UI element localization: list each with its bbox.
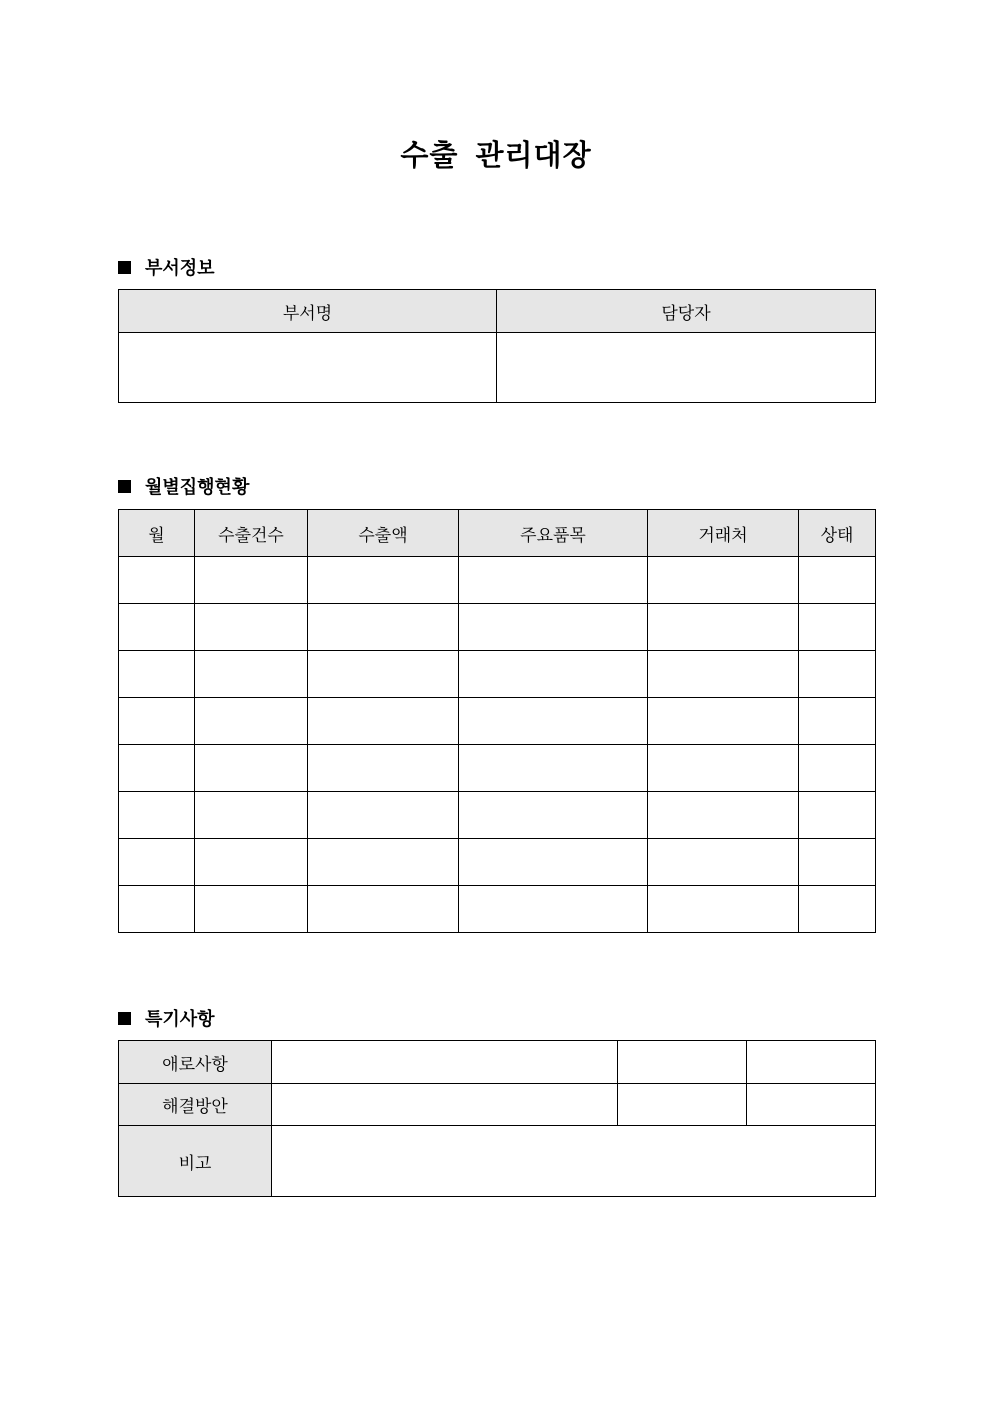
header-cell-month: 월 — [119, 510, 195, 557]
table-header-row — [119, 510, 876, 557]
client-cell[interactable] — [648, 604, 799, 651]
export-count-cell[interactable] — [195, 886, 308, 933]
table-row — [119, 557, 876, 604]
month-cell[interactable] — [119, 745, 195, 792]
section-title: 특기사항 — [145, 1009, 215, 1030]
month-cell[interactable] — [119, 651, 195, 698]
main-items-cell[interactable] — [459, 886, 648, 933]
table-row — [119, 604, 876, 651]
difficulties-label: 애로사항 — [119, 1041, 272, 1084]
table-row — [119, 651, 876, 698]
remarks-label: 비고 — [119, 1126, 272, 1197]
client-cell[interactable] — [648, 557, 799, 604]
status-cell[interactable] — [799, 745, 876, 792]
main-items-cell[interactable] — [459, 651, 648, 698]
export-count-cell[interactable] — [195, 839, 308, 886]
difficulties-field[interactable] — [272, 1041, 618, 1084]
export-amount-cell[interactable] — [308, 839, 459, 886]
solution-extra-field-1[interactable] — [618, 1084, 747, 1126]
section-heading-monthly — [118, 473, 249, 499]
export-count-cell[interactable] — [195, 698, 308, 745]
square-bullet-icon — [118, 1012, 131, 1025]
export-amount-cell[interactable] — [308, 557, 459, 604]
main-items-cell[interactable] — [459, 792, 648, 839]
month-cell[interactable] — [119, 604, 195, 651]
export-amount-cell[interactable] — [308, 698, 459, 745]
client-cell[interactable] — [648, 886, 799, 933]
section-heading-department — [118, 254, 215, 280]
status-cell[interactable] — [799, 557, 876, 604]
month-cell[interactable] — [119, 557, 195, 604]
export-amount-cell[interactable] — [308, 604, 459, 651]
table-row — [119, 1041, 876, 1084]
export-count-cell[interactable] — [195, 604, 308, 651]
table-row — [119, 1126, 876, 1197]
client-cell[interactable] — [648, 651, 799, 698]
status-cell[interactable] — [799, 839, 876, 886]
monthly-status-table — [118, 509, 876, 933]
month-cell[interactable] — [119, 698, 195, 745]
square-bullet-icon — [118, 261, 131, 274]
client-cell[interactable] — [648, 792, 799, 839]
main-items-cell[interactable] — [459, 839, 648, 886]
client-cell[interactable] — [648, 698, 799, 745]
status-cell[interactable] — [799, 886, 876, 933]
section-title: 월별집행현황 — [145, 477, 250, 498]
table-row — [119, 792, 876, 839]
month-cell[interactable] — [119, 886, 195, 933]
header-cell-manager: 담당자 — [497, 290, 876, 333]
notes-table — [118, 1040, 876, 1197]
header-cell-export-amount: 수출액 — [308, 510, 459, 557]
client-cell[interactable] — [648, 745, 799, 792]
export-count-cell[interactable] — [195, 792, 308, 839]
export-count-cell[interactable] — [195, 651, 308, 698]
solution-label: 해결방안 — [119, 1084, 272, 1126]
header-cell-status: 상태 — [799, 510, 876, 557]
main-items-cell[interactable] — [459, 698, 648, 745]
status-cell[interactable] — [799, 792, 876, 839]
solution-extra-field-2[interactable] — [747, 1084, 876, 1126]
table-row — [119, 886, 876, 933]
header-cell-main-items: 주요품목 — [459, 510, 648, 557]
manager-field[interactable] — [497, 333, 876, 403]
main-items-cell[interactable] — [459, 745, 648, 792]
export-count-cell[interactable] — [195, 745, 308, 792]
month-cell[interactable] — [119, 792, 195, 839]
status-cell[interactable] — [799, 651, 876, 698]
solution-field[interactable] — [272, 1084, 618, 1126]
department-table — [118, 289, 876, 403]
client-cell[interactable] — [648, 839, 799, 886]
month-cell[interactable] — [119, 839, 195, 886]
square-bullet-icon — [118, 480, 131, 493]
export-amount-cell[interactable] — [308, 792, 459, 839]
remarks-field[interactable] — [272, 1126, 876, 1197]
table-row — [119, 1084, 876, 1126]
header-cell-dept-name: 부서명 — [119, 290, 497, 333]
main-items-cell[interactable] — [459, 557, 648, 604]
table-row — [119, 745, 876, 792]
status-cell[interactable] — [799, 698, 876, 745]
table-header-row — [119, 290, 876, 333]
header-cell-export-count: 수출건수 — [195, 510, 308, 557]
table-row — [119, 333, 876, 403]
dept-name-field[interactable] — [119, 333, 497, 403]
main-items-cell[interactable] — [459, 604, 648, 651]
section-title: 부서정보 — [145, 258, 215, 279]
export-count-cell[interactable] — [195, 557, 308, 604]
table-row — [119, 698, 876, 745]
section-heading-notes — [118, 1005, 215, 1031]
export-amount-cell[interactable] — [308, 651, 459, 698]
difficulties-extra-field-1[interactable] — [618, 1041, 747, 1084]
document-title: 수출 관리대장 — [400, 138, 592, 172]
export-amount-cell[interactable] — [308, 886, 459, 933]
status-cell[interactable] — [799, 604, 876, 651]
table-row — [119, 839, 876, 886]
difficulties-extra-field-2[interactable] — [747, 1041, 876, 1084]
header-cell-client: 거래처 — [648, 510, 799, 557]
export-amount-cell[interactable] — [308, 745, 459, 792]
monthly-table-body — [119, 557, 876, 933]
